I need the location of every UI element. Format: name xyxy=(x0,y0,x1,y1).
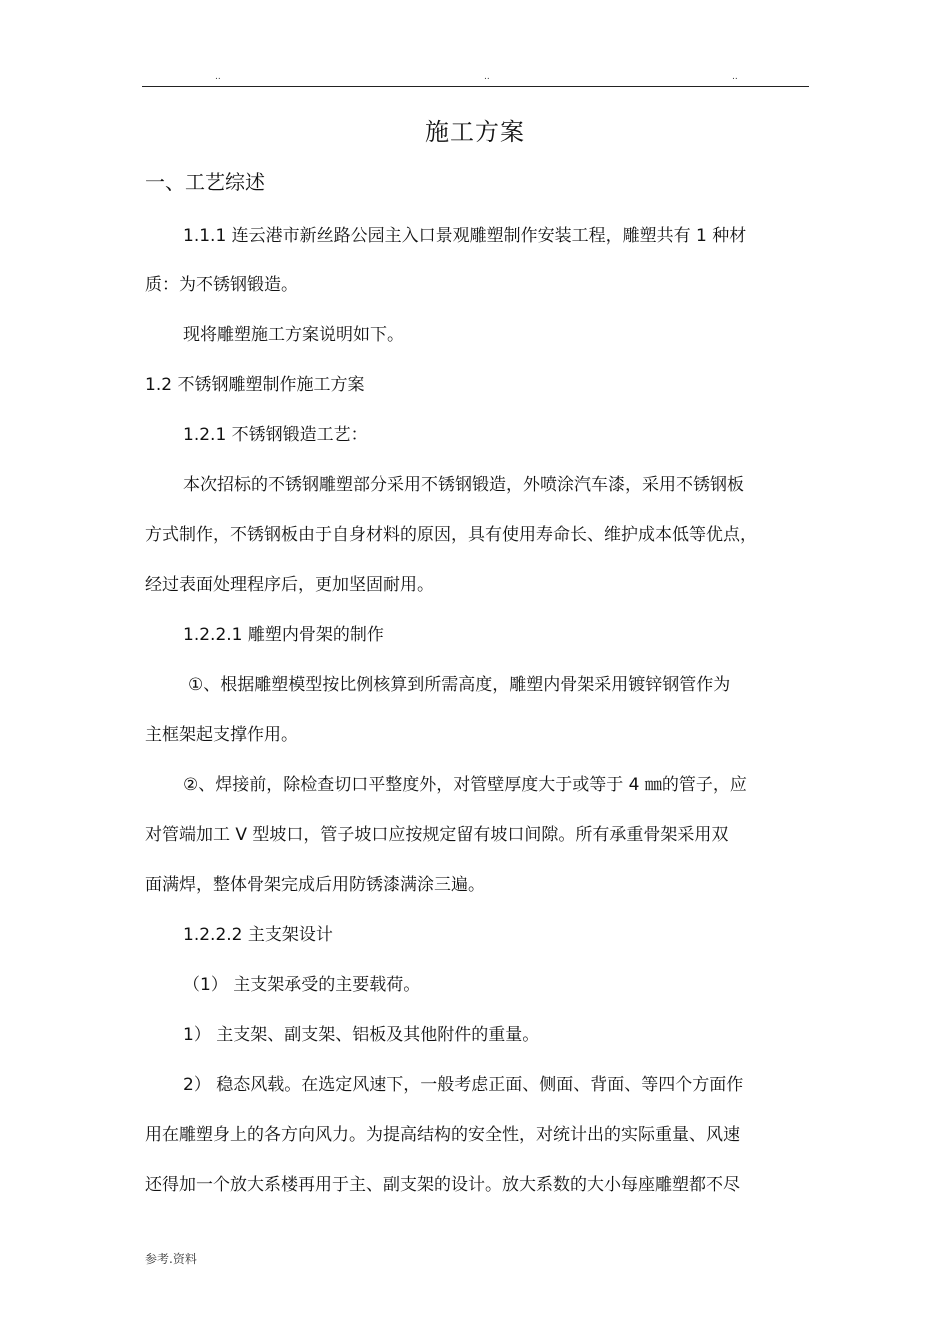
body-line: 1.1.1 连云港市新丝路公园主入口景观雕塑制作安装工程，雕塑共有 1 种材 xyxy=(183,226,747,246)
subsection-heading: 1.2.1 不锈钢锻造工艺： xyxy=(183,425,368,445)
header-mark-center: .. xyxy=(484,72,490,82)
body-line: 面满焊，整体骨架完成后用防锈漆满涂三遍。 xyxy=(145,875,485,895)
section-heading: 一、工艺综述 xyxy=(145,170,265,194)
page-header-marks xyxy=(142,72,809,86)
body-line: 方式制作，不锈钢板由于自身材料的原因，具有使用寿命长、维护成本低等优点， xyxy=(145,525,757,545)
list-item: 2） 稳态风载。在选定风速下，一般考虑正面、侧面、背面、等四个方面作 xyxy=(183,1075,744,1095)
header-mark-left: .. xyxy=(215,72,221,82)
list-item: （1） 主支架承受的主要载荷。 xyxy=(183,975,421,995)
body-line: ②、焊接前，除检查切口平整度外，对管壁厚度大于或等于 4 ㎜的管子，应 xyxy=(183,775,747,795)
subsection-heading: 1.2 不锈钢雕塑制作施工方案 xyxy=(145,375,365,395)
body-line: 还得加一个放大系楼再用于主、副支架的设计。放大系数的大小每座雕塑都不尽 xyxy=(145,1175,740,1195)
body-line: 经过表面处理程序后，更加坚固耐用。 xyxy=(145,575,434,595)
header-mark-right: .. xyxy=(732,72,738,82)
body-line: 本次招标的不锈钢雕塑部分采用不锈钢锻造，外喷涂汽车漆，采用不锈钢板 xyxy=(183,475,744,495)
subsection-heading: 1.2.2.1 雕塑内骨架的制作 xyxy=(183,625,384,645)
body-line: 用在雕塑身上的各方向风力。为提高结构的安全性，对统计出的实际重量、风速 xyxy=(145,1125,740,1145)
body-line: 现将雕塑施工方案说明如下。 xyxy=(183,325,404,345)
body-line: 对管端加工 V 型坡口，管子坡口应按规定留有坡口间隙。所有承重骨架采用双 xyxy=(145,825,729,845)
subsection-heading: 1.2.2.2 主支架设计 xyxy=(183,925,333,945)
page-footer: 参考.资料 xyxy=(145,1252,197,1266)
body-line: ①、根据雕塑模型按比例核算到所需高度，雕塑内骨架采用镀锌钢管作为 xyxy=(188,675,731,695)
body-line: 主框架起支撑作用。 xyxy=(145,725,298,745)
header-rule xyxy=(142,86,809,87)
list-item: 1） 主支架、副支架、铝板及其他附件的重量。 xyxy=(183,1025,540,1045)
body-line: 质：为不锈钢锻造。 xyxy=(145,275,298,295)
document-title: 施工方案 xyxy=(425,118,525,146)
